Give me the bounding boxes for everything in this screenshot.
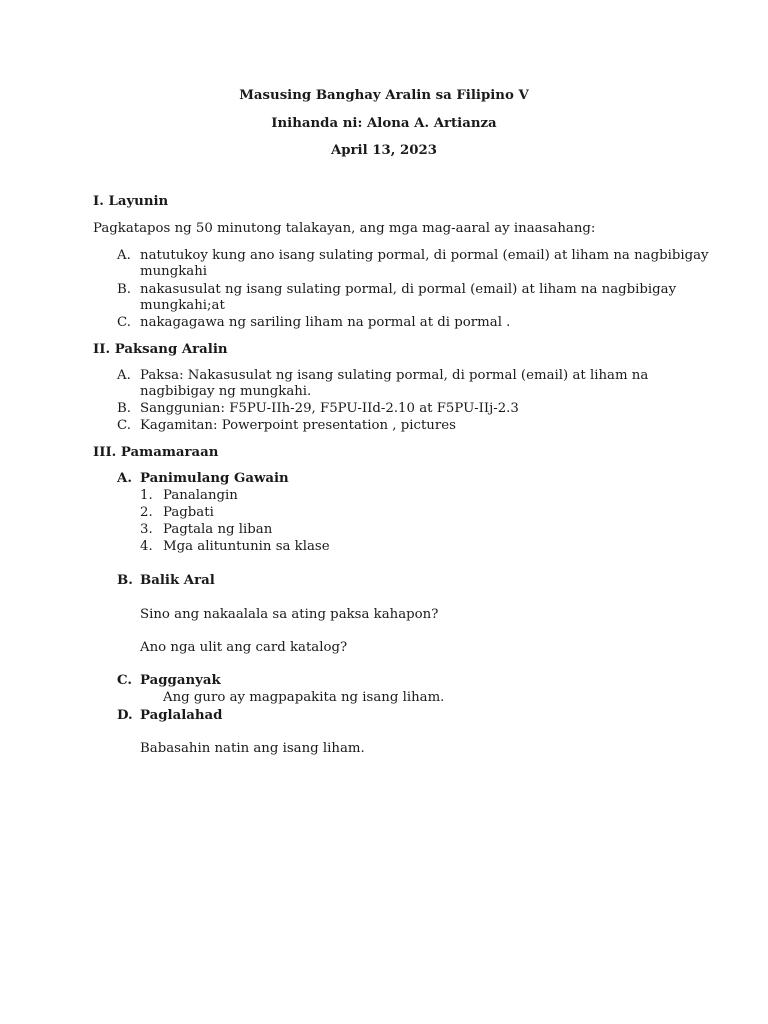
section-heading-pamamaraan: III. Pamamaraan [93, 445, 219, 460]
subheading-balik-aral: Balik Aral [140, 573, 215, 588]
document-title: Masusing Banghay Aralin sa Filipino V [239, 88, 529, 103]
paksa-item-b: Sanggunian: F5PU-IIh-29, F5PU-IId-2.10 at F5PU-IIj-2.3 [140, 401, 519, 416]
step-marker: 3. [140, 522, 153, 537]
layunin-intro: Pagkatapos ng 50 minutong talakayan, ang mga mag-aaral ay inaasahang: [93, 221, 596, 236]
paksa-item-a-cont: nagbibigay ng mungkahi. [140, 384, 312, 399]
step-pagtala-ng-liban: Pagtala ng liban [163, 522, 273, 537]
step-marker: 4. [140, 539, 153, 554]
layunin-item-a-cont: mungkahi [140, 264, 208, 279]
section-heading-paksang-aralin: II. Paksang Aralin [93, 342, 228, 357]
step-panalangin: Panalangin [163, 488, 238, 503]
list-marker: C. [117, 418, 131, 433]
list-marker: C. [117, 315, 131, 330]
list-marker: B. [117, 282, 131, 297]
list-marker: B. [117, 401, 131, 416]
section-heading-layunin: I. Layunin [93, 194, 169, 209]
step-marker: 2. [140, 505, 153, 520]
list-marker: C. [117, 673, 132, 688]
step-pagbati: Pagbati [163, 505, 214, 520]
subheading-panimulang-gawain: Panimulang Gawain [140, 471, 289, 486]
balik-aral-question-1: Sino ang nakaalala sa ating paksa kahapon? [140, 607, 439, 622]
layunin-item-b: nakasusulat ng isang sulating pormal, di pormal (email) at liham na nagbibigay [140, 282, 677, 297]
list-marker: A. [117, 471, 132, 486]
layunin-item-b-cont: mungkahi;at [140, 298, 225, 313]
list-marker: D. [117, 708, 133, 723]
list-marker: A. [117, 368, 131, 383]
paksa-item-c: Kagamitan: Powerpoint presentation , pictures [140, 418, 456, 433]
prepared-by: Inihanda ni: Alona A. Artianza [271, 116, 497, 131]
layunin-item-c: nakagagawa ng sariling liham na pormal at di pormal . [140, 315, 511, 330]
list-marker: B. [117, 573, 133, 588]
paglalahad-text: Babasahin natin ang isang liham. [140, 741, 365, 756]
layunin-item-a: natutukoy kung ano isang sulating pormal, di pormal (email) at liham na nagbibigay [140, 248, 709, 263]
step-marker: 1. [140, 488, 153, 503]
pagganyak-text: Ang guro ay magpapakita ng isang liham. [163, 690, 445, 705]
list-marker: A. [117, 248, 131, 263]
paksa-item-a: Paksa: Nakasusulat ng isang sulating pormal, di pormal (email) at liham na [140, 368, 649, 383]
step-alituntunin: Mga alituntunin sa klase [163, 539, 330, 554]
document-date: April 13, 2023 [330, 143, 438, 158]
subheading-paglalahad: Paglalahad [140, 708, 223, 723]
subheading-pagganyak: Pagganyak [140, 673, 221, 688]
balik-aral-question-2: Ano nga ulit ang card katalog? [140, 640, 348, 655]
